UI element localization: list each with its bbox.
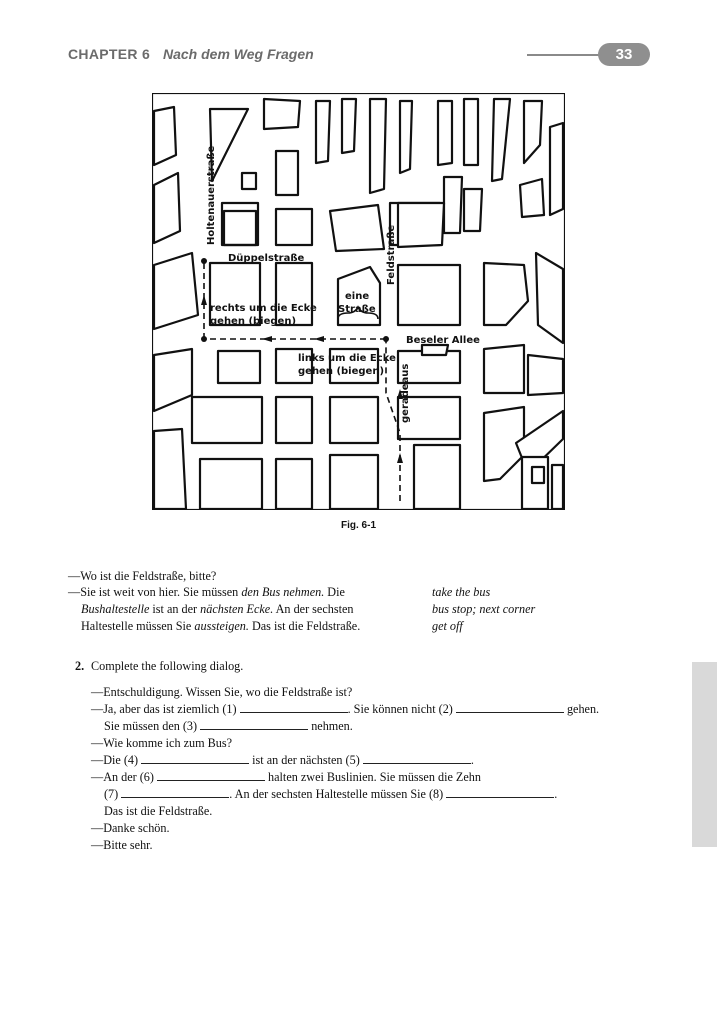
map-note-one-street-1: eine <box>345 291 370 302</box>
dialog-line: Haltestelle müssen Sie aussteigen. Das ist die Feldstraße. <box>81 619 361 633</box>
answer-blank-5[interactable] <box>363 752 471 764</box>
answer-blank-4[interactable] <box>141 752 249 764</box>
map-label-feldstrasse: Feldstraße <box>386 224 397 285</box>
exercise-instruction: Complete the following dialog. <box>91 659 244 673</box>
exercise-line: —Entschuldigung. Wissen Sie, wo die Feldstraße ist? <box>91 685 353 699</box>
street-map <box>152 93 565 510</box>
exercise-line: —Ja, aber das ist ziemlich (1) . Sie können nicht (2) gehen. <box>91 702 600 716</box>
exercise-line: —Bitte sehr. <box>91 838 153 852</box>
exercise-line: —Danke schön. <box>91 821 170 835</box>
answer-blank-1[interactable] <box>240 701 348 713</box>
header-rule <box>527 54 607 56</box>
map-note-straight-ahead: geradeaus <box>400 363 411 423</box>
exercise-line: Sie müssen den (3) nehmen. <box>104 719 353 733</box>
map-note-right-turn-1: rechts um die Ecke <box>210 303 317 314</box>
exercise-line: —An der (6) halten zwei Buslinien. Sie müssen die Zehn <box>91 770 481 784</box>
figure-caption: Fig. 6-1 <box>341 520 377 531</box>
answer-blank-7[interactable] <box>121 786 229 798</box>
answer-blank-3[interactable] <box>200 718 308 730</box>
gloss-bus-stop: bus stop; next corner <box>432 602 536 616</box>
gloss-take-the-bus: take the bus <box>432 585 491 599</box>
exercise-line: —Wie komme ich zum Bus? <box>91 736 232 750</box>
answer-blank-6[interactable] <box>157 769 265 781</box>
map-note-left-turn-1: links um die Ecke <box>298 353 396 364</box>
dialog-line: Bushaltestelle ist an der nächsten Ecke. An der sechsten <box>81 602 354 616</box>
map-label-beseler-allee: Beseler Allee <box>406 335 480 346</box>
page-edge-tab <box>692 662 717 847</box>
map-label-holtenauerstrasse: Holtenauerstraße <box>206 145 217 245</box>
map-note-right-turn-2: gehen (biegen) <box>210 316 297 327</box>
map-note-left-turn-2: gehen (biegen) <box>298 366 385 377</box>
chapter-label: CHAPTER 6 <box>68 46 151 62</box>
exercise-line: (7) . An der sechsten Haltestelle müssen Sie (8) . <box>104 787 558 801</box>
exercise-number: 2. <box>75 659 85 673</box>
dialog-line: —Wo ist die Feldstraße, bitte? <box>68 569 217 583</box>
answer-blank-8[interactable] <box>446 786 554 798</box>
chapter-title: Nach dem Weg Fragen <box>163 46 314 62</box>
exercise-line: Das ist die Feldstraße. <box>104 804 213 818</box>
page-number: 33 <box>598 43 650 66</box>
answer-blank-2[interactable] <box>456 701 564 713</box>
map-label-dueppelstrasse: Düppelstraße <box>228 253 305 264</box>
exercise-line: —Die (4) ist an der nächsten (5) . <box>91 753 474 767</box>
map-note-one-street-2: Straße <box>338 304 376 315</box>
dialog-line: —Sie ist weit von hier. Sie müssen den Bus nehmen. Die <box>68 585 345 599</box>
gloss-get-off: get off <box>432 619 463 633</box>
